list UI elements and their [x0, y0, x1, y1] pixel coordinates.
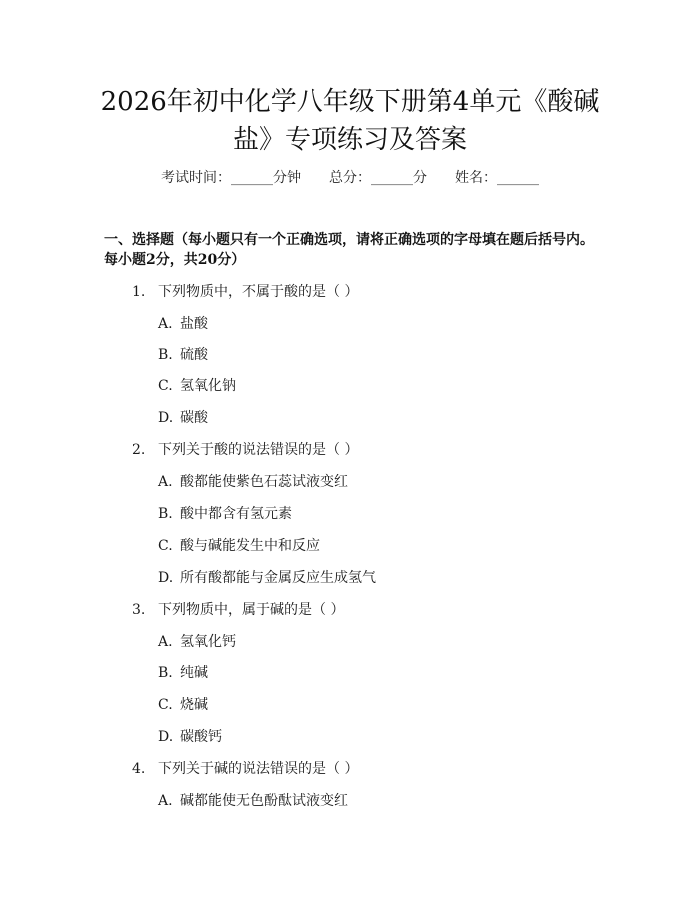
option-letter: C.	[158, 538, 173, 554]
option-2d	[158, 568, 376, 588]
option-text: 酸与碱能发生中和反应	[180, 538, 320, 554]
option-text: 碳酸钙	[180, 729, 222, 745]
total-score-field: 总分：______分	[329, 170, 427, 186]
option-text: 酸中都含有氢元素	[180, 506, 292, 522]
option-2c	[158, 536, 320, 556]
question-3	[132, 600, 344, 620]
option-letter: D.	[158, 570, 174, 586]
option-letter: A.	[158, 793, 173, 809]
option-text: 纯碱	[180, 665, 208, 681]
question-2	[132, 440, 358, 460]
option-text: 盐酸	[180, 316, 208, 332]
document-title-line-2: 盐》专项练习及答案	[232, 125, 467, 155]
option-3c	[158, 695, 208, 715]
option-letter: D.	[158, 729, 174, 745]
question-number: 2.	[132, 442, 146, 458]
question-1	[132, 282, 358, 302]
option-3a	[158, 632, 236, 652]
option-letter: B.	[158, 506, 173, 522]
question-number: 1.	[132, 284, 146, 300]
exam-time-field: 考试时间：______分钟	[161, 170, 301, 186]
option-3b	[158, 663, 208, 683]
section-heading-line-1: 一、选择题（每小题只有一个正确选项，请将正确选项的字母填在题后括号内。	[104, 232, 594, 248]
question-4	[132, 759, 358, 779]
option-letter: A.	[158, 474, 173, 490]
option-2a	[158, 472, 348, 492]
option-letter: C.	[158, 378, 173, 394]
option-1b	[158, 345, 208, 365]
question-number: 3.	[132, 602, 146, 618]
option-1a	[158, 314, 208, 334]
student-name-field: 姓名：______	[455, 170, 539, 186]
option-3d	[158, 727, 222, 747]
question-number: 4.	[132, 761, 146, 777]
option-letter: B.	[158, 347, 173, 363]
option-1c	[158, 376, 236, 396]
section-heading-line-2: 每小题2分，共20分）	[104, 252, 246, 268]
option-letter: B.	[158, 665, 173, 681]
option-text: 碱都能使无色酚酞试液变红	[180, 793, 348, 809]
option-letter: D.	[158, 410, 174, 426]
option-text: 所有酸都能与金属反应生成氢气	[180, 570, 376, 586]
option-text: 烧碱	[180, 697, 208, 713]
option-letter: A.	[158, 316, 173, 332]
option-letter: C.	[158, 697, 173, 713]
option-1d	[158, 408, 208, 428]
option-4a	[158, 791, 348, 811]
option-text: 硫酸	[180, 347, 208, 363]
option-2b	[158, 504, 292, 524]
option-letter: A.	[158, 634, 173, 650]
question-text: 下列物质中，不属于酸的是（ ）	[158, 284, 359, 300]
option-text: 碳酸	[180, 410, 208, 426]
question-text: 下列关于碱的说法错误的是（ ）	[158, 761, 359, 777]
option-text: 酸都能使紫色石蕊试液变红	[180, 474, 348, 490]
question-text: 下列关于酸的说法错误的是（ ）	[158, 442, 359, 458]
option-text: 氢氧化钙	[180, 634, 236, 650]
exam-info-bar	[0, 168, 700, 188]
option-text: 氢氧化钠	[180, 378, 236, 394]
question-text: 下列物质中，属于碱的是（ ）	[158, 602, 345, 618]
document-title-line-1: 2026年初中化学八年级下册第4单元《酸碱	[100, 87, 600, 117]
